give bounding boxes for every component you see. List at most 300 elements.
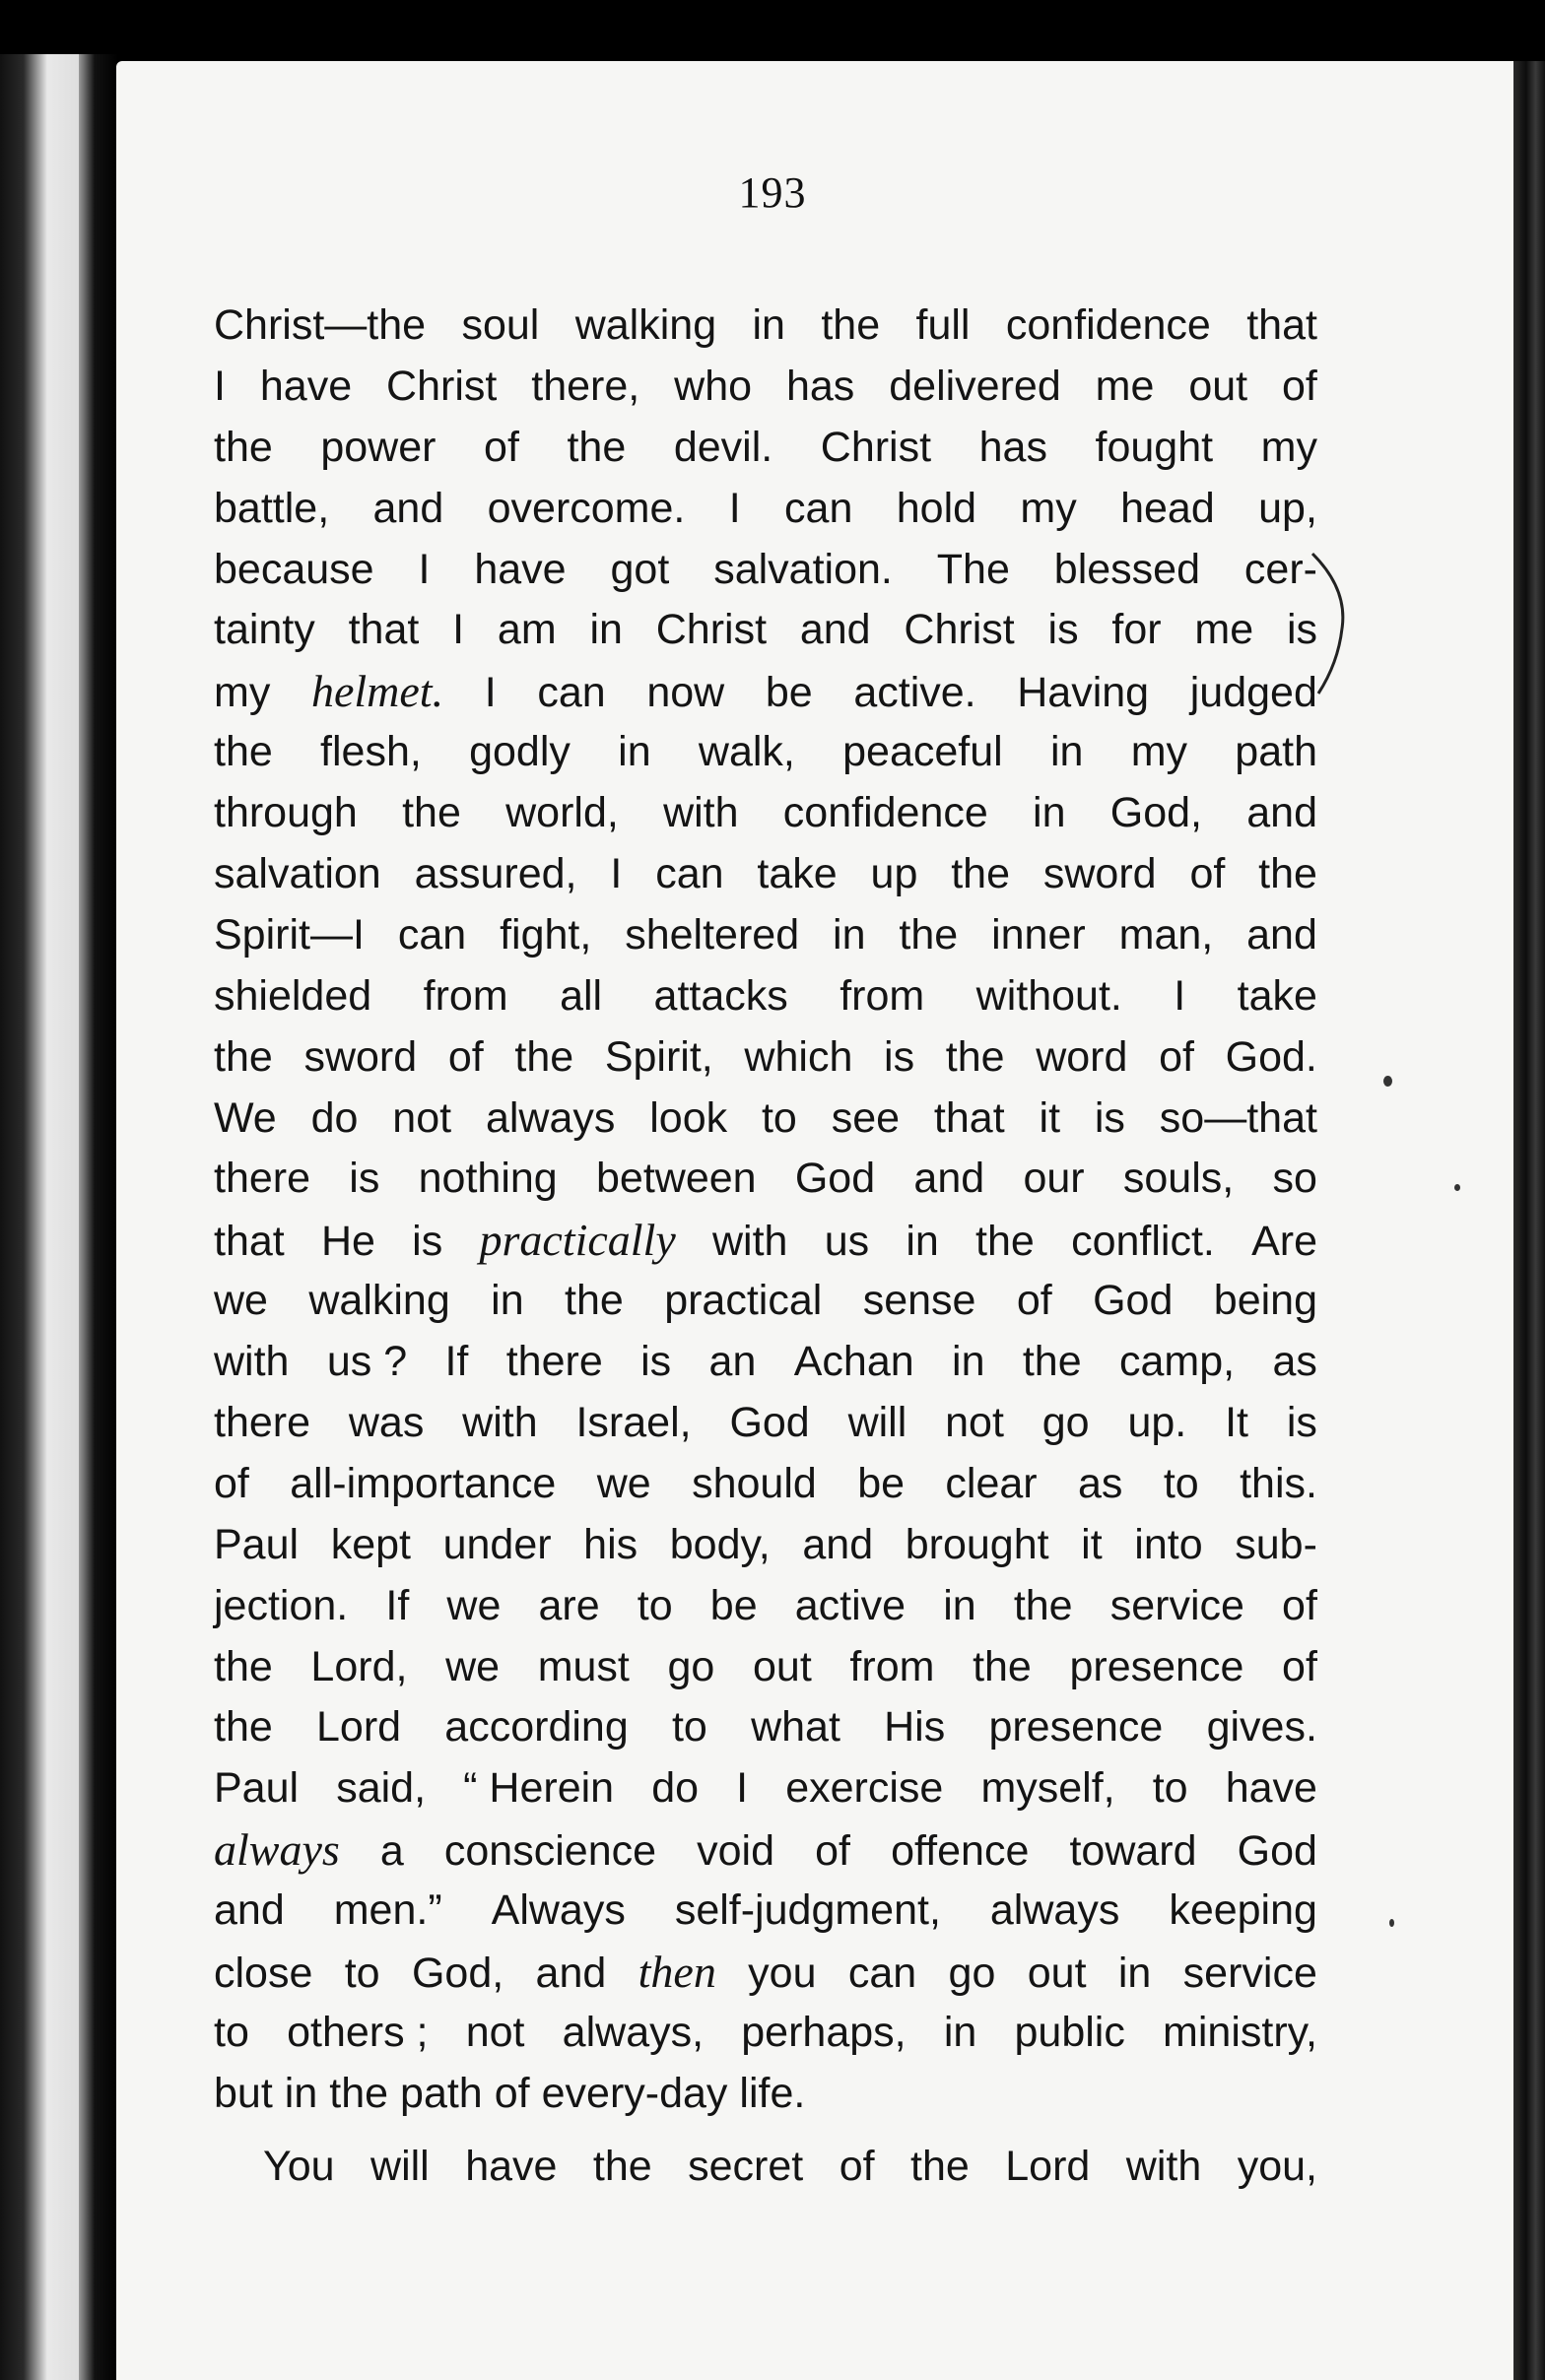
text-line <box>214 1942 1317 2003</box>
word: there, <box>531 362 640 410</box>
word: must <box>537 1642 630 1690</box>
word: to <box>1152 1764 1188 1813</box>
word: out <box>1188 362 1248 410</box>
word: secret <box>688 2142 804 2190</box>
word: man, <box>1118 910 1214 959</box>
italic-word: helmet. <box>310 666 444 717</box>
word: I <box>736 1764 749 1813</box>
word: into <box>1134 1520 1203 1568</box>
word: Having <box>1017 669 1150 717</box>
word: always <box>485 1093 616 1142</box>
word: because <box>214 545 374 593</box>
word: we <box>596 1459 651 1507</box>
word: If <box>385 1581 410 1629</box>
word: fought <box>1095 423 1214 471</box>
word: in <box>952 1338 985 1386</box>
word: of <box>815 1827 850 1876</box>
word: Paul <box>214 1764 300 1813</box>
word: sub- <box>1235 1520 1317 1568</box>
word: God <box>1237 1827 1317 1876</box>
word: look <box>649 1093 728 1142</box>
word: is <box>640 1338 672 1386</box>
word: active. <box>853 669 976 717</box>
word: battle, <box>214 484 330 532</box>
word: Spirit—I <box>214 910 365 959</box>
word: which <box>744 1032 853 1081</box>
word: what <box>751 1703 840 1752</box>
margin-speck <box>1389 1919 1394 1927</box>
word: take <box>757 850 838 898</box>
word: our <box>1023 1155 1085 1203</box>
word: to <box>637 1581 673 1629</box>
text-line <box>214 1819 1317 1881</box>
word: Christ <box>820 423 932 471</box>
word: up, <box>1258 484 1317 532</box>
word: salvation <box>214 850 381 898</box>
text-line <box>214 722 1317 783</box>
word: has <box>978 423 1047 471</box>
word: can <box>847 1950 917 1998</box>
word: ministry, <box>1163 2008 1317 2056</box>
word: can <box>784 484 853 532</box>
word: in <box>589 606 623 654</box>
word: in <box>752 301 785 349</box>
text-line <box>214 1576 1317 1637</box>
word: can <box>655 850 724 898</box>
text-line <box>214 2137 1317 2198</box>
word: his <box>583 1520 638 1568</box>
word: the <box>899 910 959 959</box>
word: in <box>1033 789 1066 837</box>
word: Christ <box>386 362 498 410</box>
word: in <box>284 2069 318 2117</box>
word: up <box>870 850 918 898</box>
word: the <box>951 850 1011 898</box>
word: is <box>412 1218 443 1266</box>
word: do <box>651 1764 700 1813</box>
word: be <box>709 1581 758 1629</box>
word: confidence <box>1005 301 1211 349</box>
word: God, <box>1109 789 1202 837</box>
word: souls, <box>1122 1155 1235 1203</box>
word: full <box>915 301 971 349</box>
word: assured, <box>414 850 577 898</box>
word: see <box>831 1093 901 1142</box>
word: Christ <box>655 606 768 654</box>
word: the <box>945 1032 1005 1081</box>
word: offence <box>891 1827 1030 1876</box>
word: Spirit, <box>604 1032 713 1081</box>
word: of <box>1282 362 1317 410</box>
word: I <box>214 362 226 410</box>
word: with <box>711 1218 788 1266</box>
word: power <box>320 423 437 471</box>
word: it <box>1039 1093 1061 1142</box>
word: a <box>379 1827 404 1876</box>
word: from <box>840 971 925 1020</box>
word: not <box>465 2008 525 2056</box>
word: should <box>692 1459 817 1507</box>
word: godly <box>469 728 571 776</box>
word: gives. <box>1206 1703 1317 1752</box>
word: the <box>567 423 627 471</box>
text-line <box>214 1149 1317 1210</box>
word: with <box>1125 2142 1202 2190</box>
word: as <box>1078 1459 1123 1507</box>
word: we <box>214 1277 268 1325</box>
word: in <box>491 1277 524 1325</box>
word: flesh, <box>320 728 422 776</box>
word: He <box>320 1218 375 1266</box>
word: to <box>344 1950 380 1998</box>
word: sense <box>862 1277 976 1325</box>
word: service <box>1109 1581 1244 1629</box>
word: We <box>214 1093 277 1142</box>
text-line <box>214 1089 1317 1150</box>
word: The <box>936 545 1010 593</box>
word: said, <box>336 1764 427 1813</box>
word: head <box>1120 484 1215 532</box>
word: His <box>884 1703 946 1752</box>
word: hold <box>896 484 977 532</box>
word: of <box>1159 1032 1194 1081</box>
text-line <box>214 479 1317 540</box>
word: Lord <box>316 1703 402 1752</box>
word: jection. <box>214 1581 349 1629</box>
word: of <box>214 1459 249 1507</box>
word: and <box>535 1950 607 1998</box>
word: under <box>442 1520 552 1568</box>
word: who <box>674 362 753 410</box>
word: out <box>1027 1950 1087 1998</box>
word: the <box>214 1032 273 1081</box>
word: path <box>1235 728 1317 776</box>
word: inner <box>991 910 1086 959</box>
body-text <box>214 296 1317 2198</box>
text-line <box>214 296 1317 357</box>
word: can <box>537 669 606 717</box>
word: the <box>514 1032 574 1081</box>
word: go <box>948 1950 996 1998</box>
word: will <box>370 2142 430 2190</box>
word: us <box>824 1218 870 1266</box>
word: we <box>446 1581 502 1629</box>
word: confidence <box>782 789 988 837</box>
word: sword <box>1042 850 1157 898</box>
word: the <box>1022 1338 1082 1386</box>
word: salvation. <box>713 545 893 593</box>
word: to <box>671 1703 707 1752</box>
word: in <box>1117 1950 1152 1998</box>
word: my <box>1020 484 1077 532</box>
word: of <box>1282 1642 1317 1690</box>
word: I <box>1174 971 1186 1020</box>
word: I <box>610 850 623 898</box>
word: the <box>973 1642 1032 1690</box>
word: the <box>402 789 461 837</box>
word: nothing <box>418 1155 558 1203</box>
word: myself, <box>980 1764 1115 1813</box>
word: every-day <box>541 2069 728 2117</box>
word: God. <box>1225 1032 1317 1081</box>
word: Christ <box>904 606 1015 654</box>
word: my <box>1260 423 1317 471</box>
word: always <box>989 1886 1120 1935</box>
word: the <box>214 423 273 471</box>
word: active <box>794 1581 907 1629</box>
word: the <box>329 2069 389 2117</box>
word: to <box>1163 1459 1199 1507</box>
word: you, <box>1237 2142 1317 2190</box>
word: be <box>765 669 813 717</box>
previous-page-edge <box>0 54 79 2380</box>
word: God <box>794 1155 876 1203</box>
word: God <box>1093 1277 1174 1325</box>
word: this. <box>1240 1459 1317 1507</box>
word: can <box>397 910 467 959</box>
word: walk, <box>698 728 795 776</box>
word: not <box>392 1093 452 1142</box>
word: presence <box>988 1703 1164 1752</box>
word: Lord, <box>310 1642 408 1690</box>
text-line <box>214 2003 1317 2064</box>
word: clear <box>945 1459 1038 1507</box>
word: the <box>910 2142 970 2190</box>
word: do <box>310 1093 359 1142</box>
word: overcome. <box>487 484 686 532</box>
word: has <box>785 362 855 410</box>
word: to <box>761 1093 797 1142</box>
word: from <box>423 971 508 1020</box>
word: it <box>1081 1520 1103 1568</box>
word: and <box>372 484 444 532</box>
word: brought <box>905 1520 1049 1568</box>
word: of <box>447 1032 484 1081</box>
italic-word: always <box>214 1824 340 1876</box>
word: and <box>214 1886 285 1935</box>
word: camp, <box>1119 1338 1236 1386</box>
word: presence <box>1069 1642 1244 1690</box>
word: devil. <box>673 423 773 471</box>
word: the <box>821 301 881 349</box>
word: with <box>462 1399 538 1447</box>
word: have <box>1225 1764 1317 1813</box>
word: take <box>1237 971 1317 1020</box>
word: have <box>474 545 567 593</box>
word: conscience <box>443 1827 657 1876</box>
word: I <box>728 484 741 532</box>
word: I <box>418 545 431 593</box>
word: walking <box>308 1277 450 1325</box>
word: is <box>1047 606 1079 654</box>
word: service <box>1182 1950 1317 1998</box>
text-line <box>214 1027 1317 1089</box>
word: walking <box>574 301 717 349</box>
word: go <box>1041 1399 1090 1447</box>
word: “ Herein <box>463 1764 615 1813</box>
word: keeping <box>1169 1886 1317 1935</box>
word: I <box>484 669 497 717</box>
word: my <box>214 669 271 717</box>
word: God <box>729 1399 810 1447</box>
word: we <box>445 1642 501 1690</box>
word: the <box>565 1277 624 1325</box>
text-line <box>214 783 1317 844</box>
word: Always <box>491 1886 626 1935</box>
word: in <box>906 1218 939 1266</box>
word: always, <box>562 2008 705 2056</box>
word: and <box>799 606 871 654</box>
text-line <box>214 905 1317 966</box>
text-line <box>214 1881 1317 1942</box>
word: will <box>847 1399 907 1447</box>
word: tainty <box>214 606 315 654</box>
word: blessed <box>1053 545 1200 593</box>
word: sheltered <box>625 910 800 959</box>
word: the <box>214 1703 273 1752</box>
word: to <box>214 2008 249 2056</box>
word: exercise <box>785 1764 944 1813</box>
word: Christ—the <box>214 301 427 349</box>
word: that <box>1246 301 1317 349</box>
word: path <box>400 2069 483 2117</box>
word: and <box>1246 789 1317 837</box>
word: there <box>505 1338 603 1386</box>
word: of <box>494 2069 530 2117</box>
text-line <box>214 600 1317 661</box>
text-line <box>214 1393 1317 1454</box>
text-line <box>214 1454 1317 1515</box>
word: be <box>857 1459 906 1507</box>
word: with <box>214 1338 290 1386</box>
word: I <box>452 606 465 654</box>
word: peaceful <box>842 728 1003 776</box>
word: public <box>1014 2008 1125 2056</box>
word: that <box>214 1218 285 1266</box>
word: the <box>214 1642 273 1690</box>
word: according <box>444 1703 629 1752</box>
word: is <box>1286 1399 1317 1447</box>
word: my <box>1130 728 1188 776</box>
word: fight, <box>500 910 592 959</box>
word: an <box>708 1338 757 1386</box>
word: Are <box>1251 1218 1317 1266</box>
word: is <box>1286 606 1317 654</box>
word: word <box>1036 1032 1128 1081</box>
word: out <box>753 1642 812 1690</box>
word: close <box>214 1950 313 1998</box>
word: in <box>1049 728 1084 776</box>
word: but <box>214 2069 273 2117</box>
word: Lord <box>1005 2142 1091 2190</box>
word: the <box>214 728 273 776</box>
word: not <box>945 1399 1004 1447</box>
word: toward <box>1069 1827 1197 1876</box>
word: Paul <box>214 1520 300 1568</box>
word: of <box>1282 1581 1317 1629</box>
text-line <box>214 1697 1317 1758</box>
word: God, <box>411 1950 504 1998</box>
text-line <box>214 661 1317 722</box>
paragraph-gap <box>214 2125 1317 2137</box>
word: men.” <box>333 1886 442 1935</box>
text-line <box>214 418 1317 479</box>
text-line <box>214 844 1317 905</box>
word: in <box>618 728 651 776</box>
word: sword <box>303 1032 418 1081</box>
word: us ? <box>326 1338 408 1386</box>
word: of <box>1189 850 1226 898</box>
word: void <box>697 1827 775 1876</box>
margin-bracket-mark <box>1309 550 1352 697</box>
word: soul <box>461 301 540 349</box>
word: that <box>348 606 420 654</box>
word: is <box>349 1155 380 1203</box>
word: conflict. <box>1071 1218 1215 1266</box>
word: cer- <box>1243 545 1317 593</box>
word: shielded <box>214 971 372 1020</box>
word: so <box>1272 1155 1317 1203</box>
text-line <box>214 1515 1317 1576</box>
word: all-importance <box>290 1459 557 1507</box>
text-line <box>214 2064 1317 2125</box>
word: between <box>596 1155 757 1203</box>
margin-speck <box>1454 1184 1460 1191</box>
word: all <box>560 971 603 1020</box>
word: you <box>748 1950 817 1998</box>
word: world, <box>505 789 619 837</box>
word: If <box>444 1338 469 1386</box>
word: are <box>538 1581 600 1629</box>
word: there <box>214 1155 311 1203</box>
text-line <box>214 1758 1317 1819</box>
text-line <box>214 1637 1317 1698</box>
word: was <box>348 1399 425 1447</box>
word: in <box>943 1581 976 1629</box>
word: of <box>484 423 519 471</box>
text-line <box>214 1332 1317 1393</box>
word: and <box>802 1520 874 1568</box>
word: is <box>1094 1093 1125 1142</box>
word: am <box>497 606 557 654</box>
word: self-judgment, <box>674 1886 941 1935</box>
word: Israel, <box>575 1399 692 1447</box>
word: now <box>646 669 725 717</box>
word: and <box>913 1155 985 1203</box>
right-page-edge <box>1513 61 1545 2380</box>
word: me <box>1194 606 1254 654</box>
word: there <box>214 1399 311 1447</box>
word: as <box>1272 1338 1317 1386</box>
word: attacks <box>653 971 788 1020</box>
word: in <box>833 910 866 959</box>
word: being <box>1213 1277 1317 1325</box>
word: of <box>1016 1277 1052 1325</box>
word: that <box>933 1093 1005 1142</box>
text-line <box>214 357 1317 418</box>
word: the <box>975 1218 1035 1266</box>
word: judged <box>1189 669 1317 717</box>
word: up. <box>1127 1399 1187 1447</box>
word: without. <box>975 971 1122 1020</box>
word: and <box>1246 910 1317 959</box>
word: got <box>610 545 670 593</box>
word: so—that <box>1159 1093 1317 1142</box>
word: the <box>592 2142 652 2190</box>
word: for <box>1111 606 1162 654</box>
word: You <box>263 2142 335 2190</box>
word: in <box>943 2008 977 2056</box>
